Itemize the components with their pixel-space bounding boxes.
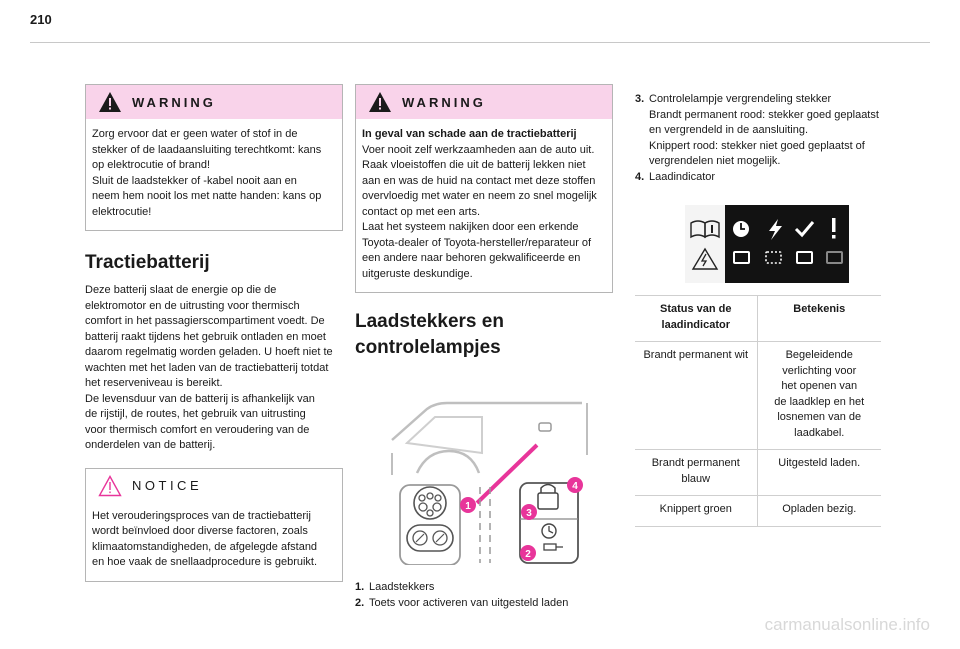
- notice-triangle-icon: [98, 475, 122, 497]
- page-number: 210: [30, 12, 52, 27]
- caption-list: [355, 580, 613, 611]
- warning-title: WARNING: [402, 94, 486, 110]
- body-line: De levensduur van de batterij is afhankelijk van: [85, 392, 315, 405]
- notice-line: klimaatomstandigheden, de afgelegde afstand: [92, 540, 318, 553]
- warning-triangle-icon: [368, 91, 392, 113]
- warning-line: neem hem nooit los met natte handen: kans op: [92, 190, 322, 202]
- body-line: het reserveniveau is bereikt.: [85, 377, 223, 389]
- watermark: carmanualsonline.info: [764, 615, 930, 634]
- table-cell: Begeleidende verlichting voor het openen van de laadklep en het losnemen van de laadkabel.: [757, 342, 881, 450]
- notice-line: Het verouderingsproces van de tractiebatterij: [92, 509, 311, 522]
- column-3: [635, 92, 893, 527]
- tractiebatterij-body: [85, 283, 343, 454]
- top-divider: [30, 42, 930, 43]
- check-icon: [796, 222, 813, 235]
- list-item: 3. Controlelampje vergrendeling stekker Brandt permanent rood: stekker goed geplaatst en vergrendeld in de aansluiting. Knippert rood: stekker niet goed geplaatst of vergrendelen niet mogelijk.: [635, 93, 879, 167]
- warning-line: uitgeruste deskundige.: [362, 267, 473, 280]
- exclamation-icon: [832, 218, 836, 239]
- warning-line: overvloedig met water en neem zo snel mogelijk: [362, 190, 597, 202]
- lamp-icon: [734, 252, 749, 263]
- body-line: batterij raakt tijdens het gebruik ontladen en moet: [85, 330, 326, 343]
- table-cell: Opladen bezig.: [757, 496, 881, 527]
- warning-heading: In geval van schade aan de tractiebatterij: [362, 128, 577, 140]
- lightning-icon: [769, 219, 782, 240]
- charging-port-illustration: [387, 395, 597, 565]
- body-line: daarom regelmatig worden geladen. U hoeft niet te: [85, 346, 333, 358]
- notice-line: en hoe vaak de snellaadprocedure is gebruikt.: [92, 556, 318, 568]
- caption-item: 1. Laadstekkers: [355, 581, 435, 593]
- table-header-row: [635, 296, 881, 342]
- clock-icon: [733, 221, 749, 237]
- callout-1-label: 1: [465, 501, 471, 512]
- warning-line: stekker of de laadaansluiting terechtkomt: kans: [92, 143, 322, 156]
- table-row: [635, 496, 881, 527]
- section-title-laadstekkers: Laadstekkers en controlelampjes: [355, 311, 504, 358]
- body-line: voor thermisch comfort en veroudering van de: [85, 423, 310, 436]
- indicator-list: [635, 92, 893, 185]
- callout-4-label: 4: [572, 481, 578, 492]
- lamp-icon: [797, 252, 812, 263]
- table-header: Status van de laadindicator: [635, 296, 757, 342]
- table-row: [635, 450, 881, 496]
- charging-indicator-image: [685, 205, 849, 283]
- warning-line: Toyota-dealer of Toyota-hersteller/reparateur of: [362, 236, 592, 249]
- body-line: Deze batterij slaat de energie op die de: [85, 284, 277, 296]
- table-cell: Knippert groen: [635, 496, 757, 527]
- table-cell: Brandt permanent blauw: [635, 450, 757, 496]
- table-row: [635, 342, 881, 450]
- list-item: 4. Laadindicator: [635, 170, 716, 183]
- table-header: Betekenis: [757, 296, 881, 342]
- warning-triangle-icon: [98, 91, 122, 113]
- warning-line: op elektrocutie of brand!: [92, 159, 211, 171]
- lamp-blinking-icon: [766, 252, 781, 263]
- body-line: onderdelen van de batterij.: [85, 439, 216, 451]
- column-2: [355, 84, 613, 611]
- column-1: [85, 84, 343, 582]
- notice-title: NOTICE: [132, 478, 203, 493]
- warning-line: contact op met een arts.: [362, 205, 481, 218]
- callout-3-label: 3: [526, 508, 532, 519]
- warning-line: Raak vloeistoffen die uit de batterij lekken niet: [362, 159, 586, 171]
- table-cell: Brandt permanent wit: [635, 342, 757, 450]
- warning-title: WARNING: [132, 94, 216, 110]
- warning-box-battery: [355, 84, 613, 293]
- body-line: de rijstijl, de routes, het gebruik van uitrusting: [85, 408, 306, 420]
- warning-line: een andere naar behoren gekwalificeerde en: [362, 252, 581, 264]
- lamp-off-icon: [827, 252, 842, 263]
- warning-line: Zorg ervoor dat er geen water of stof in de: [92, 128, 298, 140]
- notice-box: [85, 468, 343, 582]
- warning-line: elektrocutie!: [92, 205, 152, 218]
- notice-line: wordt beïnvloed door diverse factoren, zoals: [92, 525, 308, 537]
- body-line: wachten met het laden van de tractiebatterij totdat: [85, 361, 329, 374]
- warning-line: Laat het systeem nakijken door een erkende: [362, 221, 579, 233]
- table-cell: Uitgesteld laden.: [757, 450, 881, 496]
- callout-2-label: 2: [525, 549, 531, 560]
- body-line: comfort in het passagierscompartiment voedt. De: [85, 315, 325, 327]
- status-table: [635, 295, 881, 527]
- warning-line: Sluit de laadstekker of -kabel nooit aan en: [92, 174, 297, 187]
- warning-line: aan en was de huid na contact met deze stoffen: [362, 174, 596, 187]
- warning-line: Voer nooit zelf werkzaamheden aan de auto uit.: [362, 143, 595, 156]
- warning-box-water: [85, 84, 343, 231]
- section-title-tractiebatterij: Tractiebatterij: [85, 252, 210, 273]
- caption-item: 2. Toets voor activeren van uitgesteld laden: [355, 596, 569, 609]
- body-line: elektromotor en de uitrusting voor thermisch: [85, 299, 300, 312]
